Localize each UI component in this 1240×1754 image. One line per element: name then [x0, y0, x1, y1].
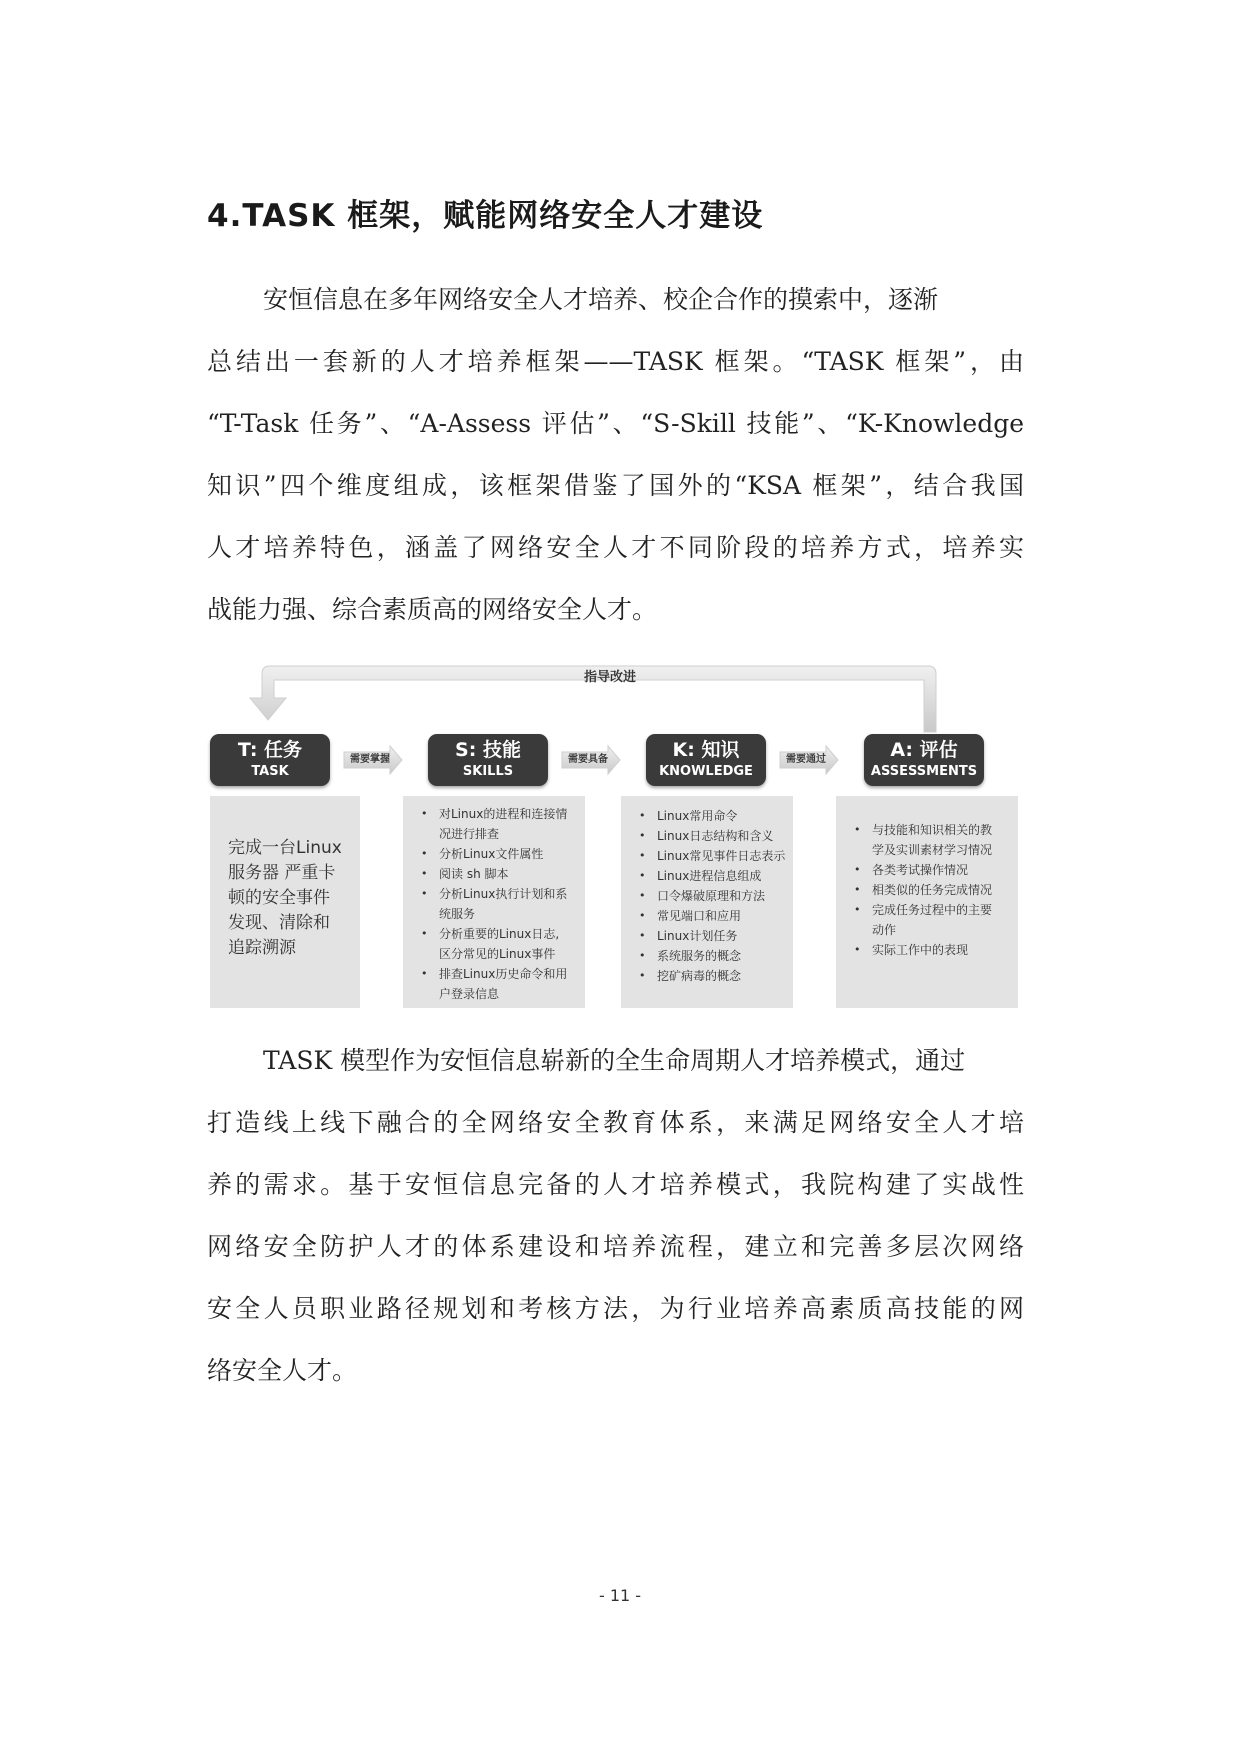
knowledge-panel: [621, 796, 793, 1008]
stage-subtitle: KNOWLEDGE: [659, 764, 753, 779]
list-item: • 与技能和知识相关的教: [850, 820, 992, 840]
intro-paragraph: [207, 269, 1024, 641]
stage-task: [210, 734, 330, 786]
assessments-panel: [836, 796, 1018, 1008]
list-item: 况进行排查: [439, 827, 500, 841]
list-item: • 相类似的任务完成情况: [850, 880, 992, 900]
list-item: • 完成任务过程中的主要: [850, 900, 992, 920]
paragraph-line: 知识”四个维度组成，该框架借鉴了国外的“KSA 框架”，结合我国: [207, 471, 1024, 500]
paragraph-line: 打造线上线下融合的全网络安全教育体系，来满足网络安全人才培: [207, 1108, 1024, 1137]
list-item: 统服务: [439, 907, 476, 921]
list-item: • 实际工作中的表现: [850, 940, 992, 960]
task-panel: [210, 796, 360, 1008]
skills-panel: [403, 796, 585, 1008]
skills-list: [417, 804, 567, 1004]
arrow-label: 需要具备: [568, 754, 608, 765]
list-item: • 各类考试操作情况: [850, 860, 992, 880]
stage-title: S: 技能: [455, 739, 521, 761]
list-item: • 排查Linux历史命令和用: [417, 964, 567, 984]
paragraph-line: TASK 模型作为安恒信息崭新的全生命周期人才培养模式，通过: [263, 1046, 966, 1075]
list-item: • Linux日志结构和含义: [635, 826, 785, 846]
stage-title: K: 知识: [672, 739, 740, 761]
page-number: - 11 -: [598, 1586, 642, 1605]
list-item: • Linux计划任务: [635, 926, 785, 946]
knowledge-list: [635, 806, 785, 986]
task-line: 顿的安全事件: [228, 888, 330, 908]
section-heading: 4.TASK 框架，赋能网络安全人才建设: [207, 198, 764, 234]
task-line: 完成一台Linux: [228, 838, 342, 858]
list-item: • 对Linux的进程和连接情: [417, 804, 567, 824]
list-item: • Linux常用命令: [635, 806, 785, 826]
model-paragraph: [207, 1030, 1024, 1402]
paragraph-line: “T-Task 任务”、“A-Assess 评估”、“S-Skill 技能”、“K-Knowledge: [207, 409, 1024, 438]
list-item: 学及实训素材学习情况: [872, 843, 993, 857]
stage-subtitle: TASK: [251, 764, 289, 779]
stage-title: A: 评估: [890, 739, 958, 761]
paragraph-line: 网络安全防护人才的体系建设和培养流程，建立和完善多层次网络: [207, 1232, 1024, 1261]
paragraph-line: 总结出一套新的人才培养框架——TASK 框架。“TASK 框架”，由: [207, 347, 1024, 376]
list-item: 户登录信息: [439, 987, 500, 1001]
stage-knowledge: [646, 734, 766, 786]
list-item: • 常见端口和应用: [635, 906, 785, 926]
stage-subtitle: SKILLS: [462, 764, 514, 779]
list-item: • 阅读 sh 脚本: [417, 864, 567, 884]
task-framework-diagram: [210, 664, 1022, 1009]
list-item: • 挖矿病毒的概念: [635, 966, 785, 986]
list-item: • 分析Linux执行计划和系: [417, 884, 567, 904]
paragraph-line: 人才培养特色，涵盖了网络安全人才不同阶段的培养方式，培养实: [207, 533, 1024, 562]
stage-title: T: 任务: [237, 739, 303, 761]
stage-subtitle: ASSESSMENTS: [870, 764, 978, 779]
assessments-list: [850, 820, 992, 960]
list-item: • 分析Linux文件属性: [417, 844, 567, 864]
paragraph-line: 安恒信息在多年网络安全人才培养、校企合作的摸索中，逐渐: [263, 285, 939, 314]
arrow-label: 需要通过: [786, 754, 826, 765]
paragraph-line: 战能力强、综合素质高的网络安全人才。: [207, 595, 658, 624]
list-item: • 口令爆破原理和方法: [635, 886, 785, 906]
list-item: • Linux常见事件日志表示: [635, 846, 785, 866]
paragraph-line: 安全人员职业路径规划和考核方法，为行业培养高素质高技能的网: [207, 1294, 1024, 1323]
stage-skills: [428, 734, 548, 786]
task-line: 服务器 严重卡: [228, 863, 336, 883]
list-item: 区分常见的Linux事件: [439, 947, 556, 961]
task-line: 发现、清除和: [228, 913, 330, 933]
paragraph-line: 络安全人才。: [207, 1356, 358, 1385]
task-line: 追踪溯源: [228, 938, 296, 958]
feedback-loop-label: 指导改进: [583, 670, 636, 685]
list-item: • Linux进程信息组成: [635, 866, 785, 886]
list-item: • 系统服务的概念: [635, 946, 785, 966]
list-item: 动作: [872, 923, 897, 937]
paragraph-line: 养的需求。基于安恒信息完备的人才培养模式，我院构建了实战性: [207, 1170, 1024, 1199]
list-item: • 分析重要的Linux日志,: [417, 924, 567, 944]
arrow-label: 需要掌握: [350, 754, 390, 765]
stage-assessments: [864, 734, 984, 786]
task-description: [228, 836, 348, 961]
